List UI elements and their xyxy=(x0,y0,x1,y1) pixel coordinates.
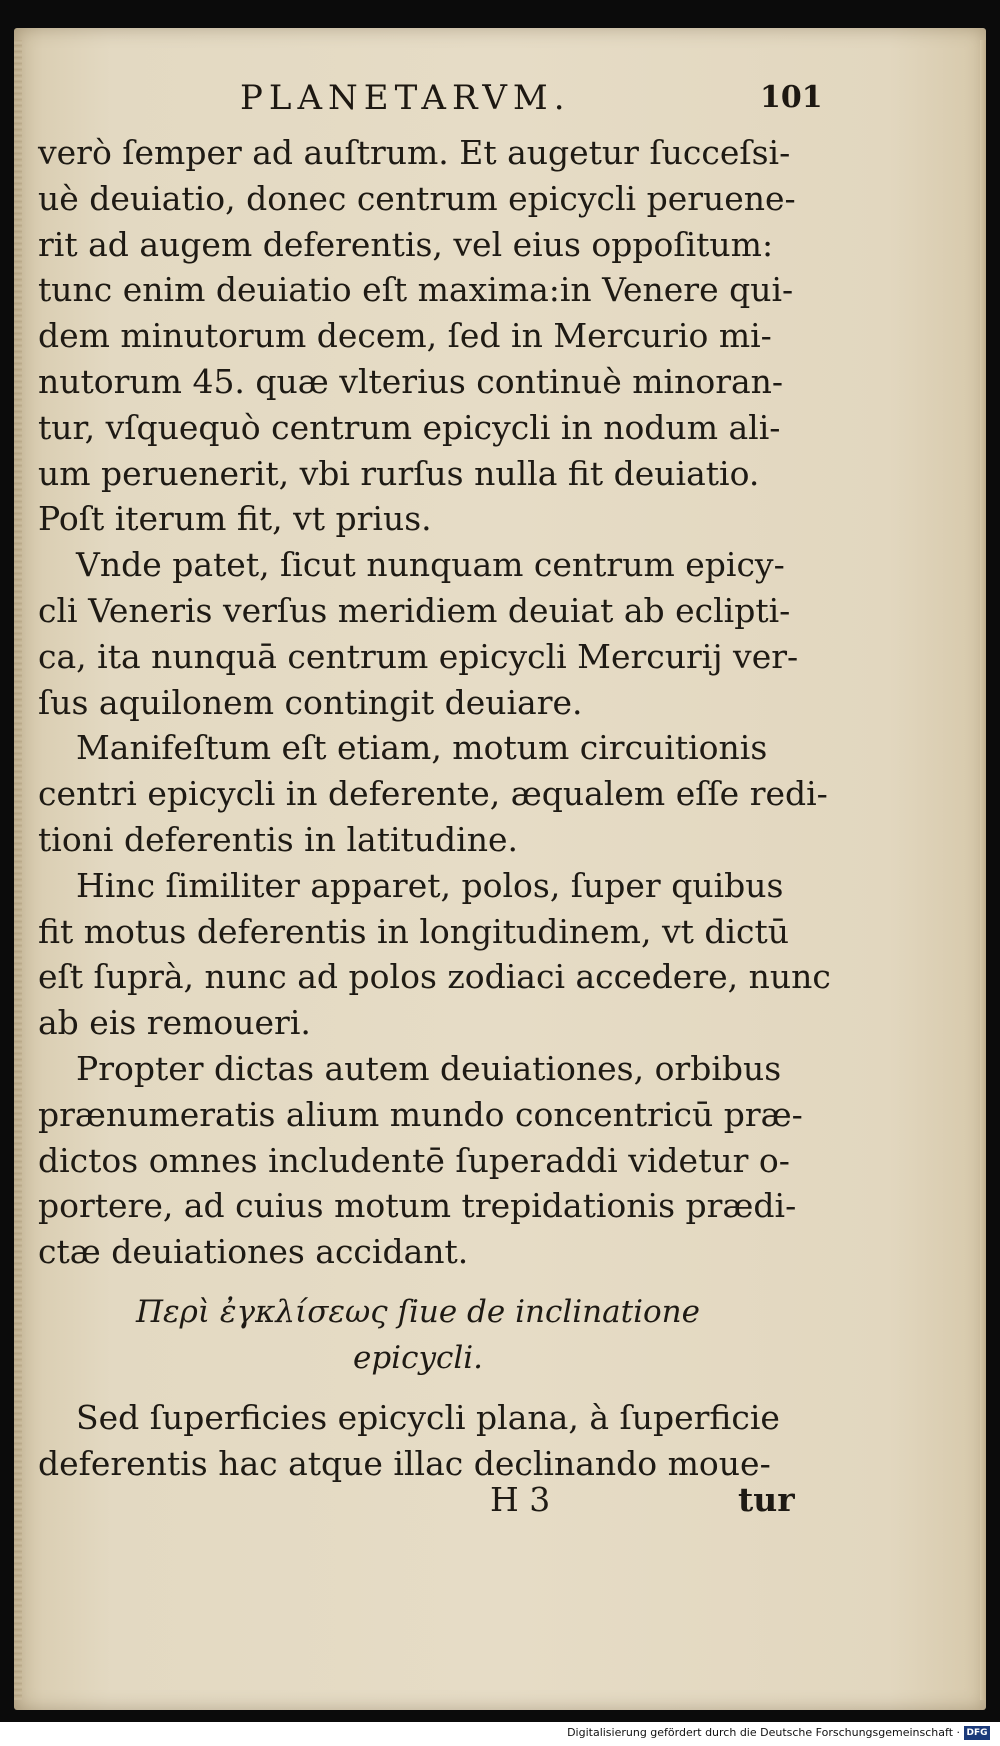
text-line: tunc enim deuiatio eſt maxima:in Venere qui- xyxy=(38,270,794,310)
text-line: ab eis remoueri. xyxy=(38,1003,311,1043)
paragraph-start-line: Sed ſuperficies epicycli plana, à ſuperficie xyxy=(76,1397,780,1437)
text-line: deferentis hac atque illac declinando moue- xyxy=(38,1443,771,1483)
text-line: eſt ſuprà, nunc ad polos zodiaci accedere, nunc xyxy=(38,957,831,997)
text-line: rit ad augem deferentis, vel eius oppoſitum: xyxy=(38,224,774,264)
text-line: fit motus deferentis in longitudinem, vt dictū xyxy=(38,911,790,951)
spacer xyxy=(38,1275,798,1289)
text-line: portere, ad cuius motum trepidationis prædi- xyxy=(38,1186,797,1226)
text-line: tioni deferentis in latitudine. xyxy=(38,819,518,859)
page-fore-edge xyxy=(980,40,986,1700)
text-line: ctæ deuiationes accidant. xyxy=(38,1232,469,1272)
paragraph-start-line: Manifeſtum eſt etiam, motum circuitionis xyxy=(76,728,768,768)
text-line: verò ſemper ad auſtrum. Et augetur ſucceſsi- xyxy=(38,133,791,172)
text-line: dem minutorum decem, ſed in Mercurio mi- xyxy=(38,316,772,356)
paragraph-start-line: Hinc ſimiliter apparet, polos, ſuper quibus xyxy=(76,865,784,905)
page-number: 101 xyxy=(760,80,823,115)
paragraph-start-line: Vnde patet, ſicut nunquam centrum epicy- xyxy=(76,545,785,585)
text-line: tur, vſquequò centrum epicycli in nodum ali- xyxy=(38,407,781,447)
text-line: uè deuiatio, donec centrum epicycli peruene- xyxy=(38,178,796,218)
dfg-logo: DFG xyxy=(964,1726,990,1740)
digitization-footer xyxy=(0,1722,1000,1746)
text-line: nutorum 45. quæ vlterius continuè minoran- xyxy=(38,361,784,401)
text-line: Poſt iterum fit, vt prius. xyxy=(38,499,432,539)
paragraph-start-line: Propter dictas autem deuiationes, orbibus xyxy=(76,1048,782,1088)
text-line: um peruenerit, vbi rurſus nulla fit deuiatio. xyxy=(38,453,760,493)
main-text xyxy=(38,130,831,1487)
section-heading-continued: epicycli. xyxy=(352,1339,484,1376)
section-heading: Περὶ ἐγκλίσεως ſiue de inclinatione xyxy=(136,1293,700,1330)
text-line: prænumeratis alium mundo concentricū præ- xyxy=(38,1094,803,1134)
text-line: ca, ita nunquā centrum epicycli Mercurij ver- xyxy=(38,636,799,676)
signature-mark: H 3 xyxy=(490,1480,551,1519)
running-title: PLANETARVM. xyxy=(240,78,571,118)
text-line: dictos omnes includentē ſuperaddi videtur o- xyxy=(38,1140,790,1180)
catch-line xyxy=(0,1480,1000,1530)
text-line: cli Veneris verſus meridiem deuiat ab eclipti- xyxy=(38,590,791,630)
funding-credit: Digitalisierung gefördert durch die Deutsche Forschungsgemeinschaft · xyxy=(567,1726,960,1739)
text-line: centri epicycli in deferente, æqualem eſſe redi- xyxy=(38,774,828,814)
running-head xyxy=(0,78,1000,130)
page-binding-edge xyxy=(14,40,22,1700)
text-line: ſus aquilonem contingit deuiare. xyxy=(38,682,583,722)
catchword: tur xyxy=(738,1480,795,1519)
spacer xyxy=(38,1381,798,1395)
